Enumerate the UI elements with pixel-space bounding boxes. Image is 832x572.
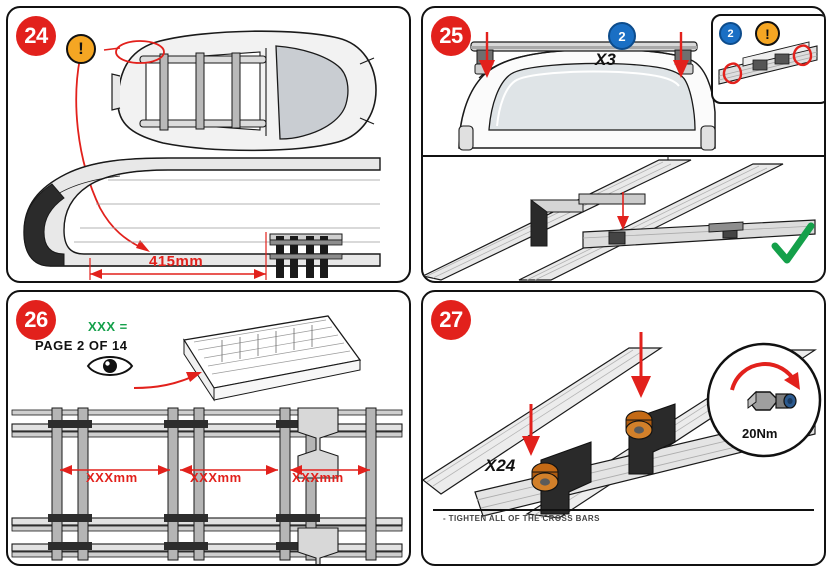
spacing-label-1: XXXmm	[86, 470, 138, 485]
step-number-badge-27: 27	[431, 300, 471, 340]
panel-step-26	[6, 290, 411, 566]
rail-grid-top-view	[12, 408, 402, 564]
torque-illustration	[704, 340, 824, 460]
inset-detail-25	[711, 14, 826, 104]
cross-bar-clamp	[270, 234, 342, 278]
quantity-label-x3: X3	[595, 50, 616, 69]
caption-divider	[433, 509, 814, 511]
nut-icon	[748, 392, 796, 410]
inset-reference-badge: 2	[719, 22, 742, 45]
panel-27-caption: - TIGHTEN ALL OF THE CROSS BARS	[443, 514, 600, 523]
panel-step-27	[421, 290, 826, 566]
inset-warning-icon: !	[755, 21, 780, 46]
bolt-head-icon-left	[532, 463, 558, 491]
warning-icon-24: !	[66, 34, 96, 64]
bolt-head-icon-right	[626, 411, 652, 439]
reference-badge-25: 2	[608, 22, 636, 50]
step-number-badge-26: 26	[16, 300, 56, 340]
xxx-equals-label: XXX =	[88, 319, 128, 334]
car-top-view	[112, 31, 376, 150]
step-number-badge-24: 24	[16, 16, 56, 56]
red-arrow-to-sheet	[134, 372, 202, 388]
panel-step-24	[6, 6, 411, 283]
quantity-label-x24: X24	[485, 456, 516, 475]
torque-inset	[704, 340, 824, 460]
page-reference-label: PAGE 2 OF 14	[35, 338, 128, 353]
torque-label-20nm: 20Nm	[742, 426, 778, 441]
eye-icon-graphic	[86, 352, 134, 380]
dimension-label-415mm: 415mm	[149, 253, 204, 270]
panel-step-25	[421, 6, 826, 283]
step-26-illustration	[8, 292, 409, 564]
instruction-sheet	[184, 316, 360, 400]
spacing-label-3: XXXmm	[292, 470, 344, 485]
step-number-badge-25: 25	[431, 16, 471, 56]
spacing-label-2: XXXmm	[190, 470, 242, 485]
rail-assembly-perspective	[423, 156, 815, 280]
